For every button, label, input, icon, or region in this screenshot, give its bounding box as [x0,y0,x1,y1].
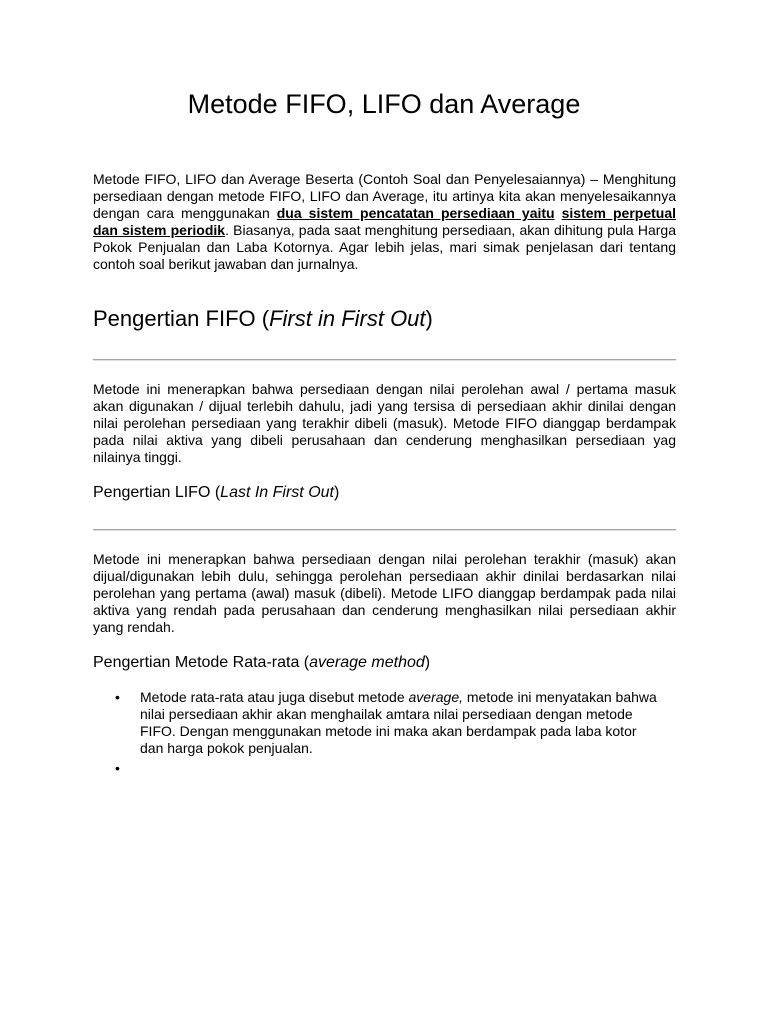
heading-fifo [93,303,433,335]
list-item-text-prefix: Metode rata-rata atau juga disebut metode [140,689,409,705]
divider-fifo [93,359,676,361]
list-item-text-suffix: metode ini menyatakan bahwa nilai persediaan akhir akan menghailak amtara nilai persediaan dengan metode FIFO. Dengan menggunakan metode ini maka akan berdampak pada laba kotor dan harga pokok penjualan. [140,689,657,756]
divider-lifo [93,529,676,531]
heading-lifo-suffix: ) [333,484,340,501]
heading-lifo-prefix: Pengertian LIFO ( [93,484,221,501]
heading-lifo [93,482,339,504]
list-item [93,689,676,757]
list-item-text [140,689,660,757]
heading-average-suffix: ) [424,654,431,671]
bullet-icon: • [115,760,120,776]
bullet-icon: • [115,689,120,705]
heading-average-italic: average method [309,654,425,671]
heading-fifo-prefix: Pengertian FIFO ( [93,306,270,331]
fifo-paragraph: Metode ini menerapkan bahwa persediaan dengan nilai perolehan awal / pertama masuk akan digunakan / dijual terlebih dahulu, jadi yang tersisa di persediaan akhir dinilai dengan nilai perolehan persediaan yang terakhir dibeli (masuk). Metode FIFO dianggap berdampak pada nilai aktiva yang dibeli perusahaan dan cenderung menghasilkan persediaan yag nilainya tinggi. [93,381,676,465]
intro-text-3: . Biasanya, pada saat menghitung persediaan, akan dihitung pula Harga Pokok Penjualan dan Laba Kotornya. Agar lebih jelas, mari simak penjelasan dari tentang contoh soal berikut jawaban dan jurnalnya. [93,222,676,272]
list-item-text-italic: average, [408,689,463,705]
intro-paragraph [93,171,676,273]
page-title: Metode FIFO, LIFO dan Average [187,89,581,119]
intro-text-1: Metode FIFO, LIFO dan Average Beserta (Contoh Soal dan Penyelesaiannya) – Menghitung persediaan dengan metode FIFO, LIFO dan Average, itu artinya kita akan menyelesaikannya dengan cara menggunakan [93,171,676,221]
intro-text-2 [555,205,562,221]
average-bullet-list [93,689,676,777]
heading-fifo-italic: First in First Out [269,306,426,331]
heading-fifo-suffix: ) [425,306,433,331]
list-item-empty [93,760,676,777]
link-sistem-perpetual-periodik[interactable]: sistem perpetual dan sistem periodik [93,205,677,238]
link-dua-sistem-pencatatan[interactable]: dua sistem pencatatan persediaan yaitu [276,205,555,221]
heading-average-prefix: Pengertian Metode Rata-rata ( [93,654,310,671]
heading-lifo-italic: Last In First Out [220,484,334,501]
heading-average [93,652,430,674]
lifo-paragraph: Metode ini menerapkan bahwa persediaan dengan nilai perolehan terakhir (masuk) akan dijual/digunakan lebih dulu, sehingga perolehan persediaan akhir dinilai berdasarkan nilai perolehan yang pertama (awal) masuk (dibeli). Metode LIFO dianggap berdampak pada nilai aktiva yang rendah pada perusahaan dan cenderung menghasilkan nilai persediaan akhir yang rendah. [93,551,676,635]
